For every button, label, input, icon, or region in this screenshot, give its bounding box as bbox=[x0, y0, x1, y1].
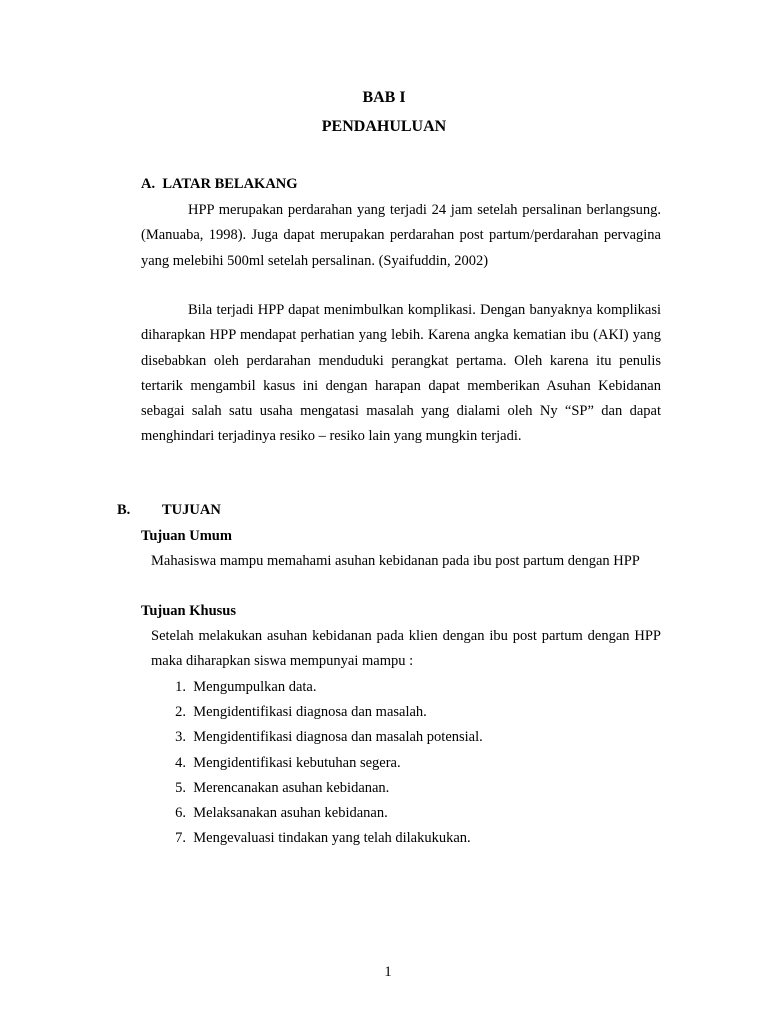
background-paragraph-1 bbox=[141, 198, 661, 274]
list-text: Mengidentifikasi kebutuhan segera. bbox=[193, 754, 401, 771]
list-number: 4. bbox=[175, 754, 186, 771]
section-b-heading: TUJUAN bbox=[162, 502, 221, 518]
list-item bbox=[151, 776, 483, 801]
general-objective-heading: Tujuan Umum bbox=[141, 528, 232, 544]
objectives-list bbox=[151, 675, 483, 851]
list-text: Mengevaluasi tindakan yang telah dilakukukan. bbox=[193, 830, 471, 847]
list-item bbox=[151, 675, 483, 700]
paragraph-text: HPP merupakan perdarahan yang terjadi 24 jam setelah persalinan berlangsung. (Manuaba, 1998). Juga dapat merupakan perdarahan post partum/perdarahan pervagina yang melebihi 500ml setelah persalinan. (Syaifuddin, 2002) bbox=[141, 202, 661, 269]
list-item bbox=[151, 700, 483, 725]
general-objective-text: Mahasiswa mampu memahami asuhan kebidanan pada ibu post partum dengan HPP bbox=[151, 553, 640, 569]
paragraph-text: Bila terjadi HPP dapat menimbulkan komplikasi. Dengan banyaknya komplikasi diharapkan HPP mendapat perhatian yang lebih. Karena angka kematian ibu (AKI) yang disebabkan oleh perdarahan menduduki perangkat pertama. Oleh karena itu penulis tertarik mengambil kasus ini dengan harapan dapat memberikan Asuhan Kebidanan sebagai salah satu usaha mengatasi masalah yang dialami oleh Ny “SP” dan dapat menghindari terjadinya resiko – resiko lain yang mungkin terjadi. bbox=[141, 302, 661, 445]
page-number: 1 bbox=[384, 964, 392, 980]
list-item bbox=[151, 725, 483, 750]
chapter-number: BAB I bbox=[362, 89, 406, 106]
background-paragraph-2 bbox=[141, 298, 661, 450]
list-number: 5. bbox=[175, 779, 186, 796]
list-text: Melaksanakan asuhan kebidanan. bbox=[193, 804, 388, 821]
chapter-title: PENDAHULUAN bbox=[321, 118, 447, 135]
specific-objective-heading: Tujuan Khusus bbox=[141, 603, 236, 619]
list-number: 6. bbox=[175, 804, 186, 821]
list-text: Mengumpulkan data. bbox=[193, 679, 317, 695]
list-item bbox=[151, 801, 483, 826]
section-b-number: B. bbox=[117, 502, 131, 518]
list-text: Mengidentifikasi diagnosa dan masalah. bbox=[193, 704, 427, 721]
list-text: Mengidentifikasi diagnosa dan masalah potensial. bbox=[193, 729, 483, 746]
specific-objective-text: Setelah melakukan asuhan kebidanan pada klien dengan ibu post partum dengan HPP maka diharapkan siswa mempunyai mampu : bbox=[151, 628, 661, 670]
list-number: 1. bbox=[175, 679, 186, 695]
list-item bbox=[151, 751, 483, 776]
list-number: 2. bbox=[175, 704, 186, 721]
list-item bbox=[151, 826, 483, 851]
list-text: Merencanakan asuhan kebidanan. bbox=[193, 779, 390, 796]
list-number: 3. bbox=[175, 729, 186, 746]
list-number: 7. bbox=[175, 830, 186, 847]
section-a-heading: A. LATAR BELAKANG bbox=[141, 176, 298, 192]
